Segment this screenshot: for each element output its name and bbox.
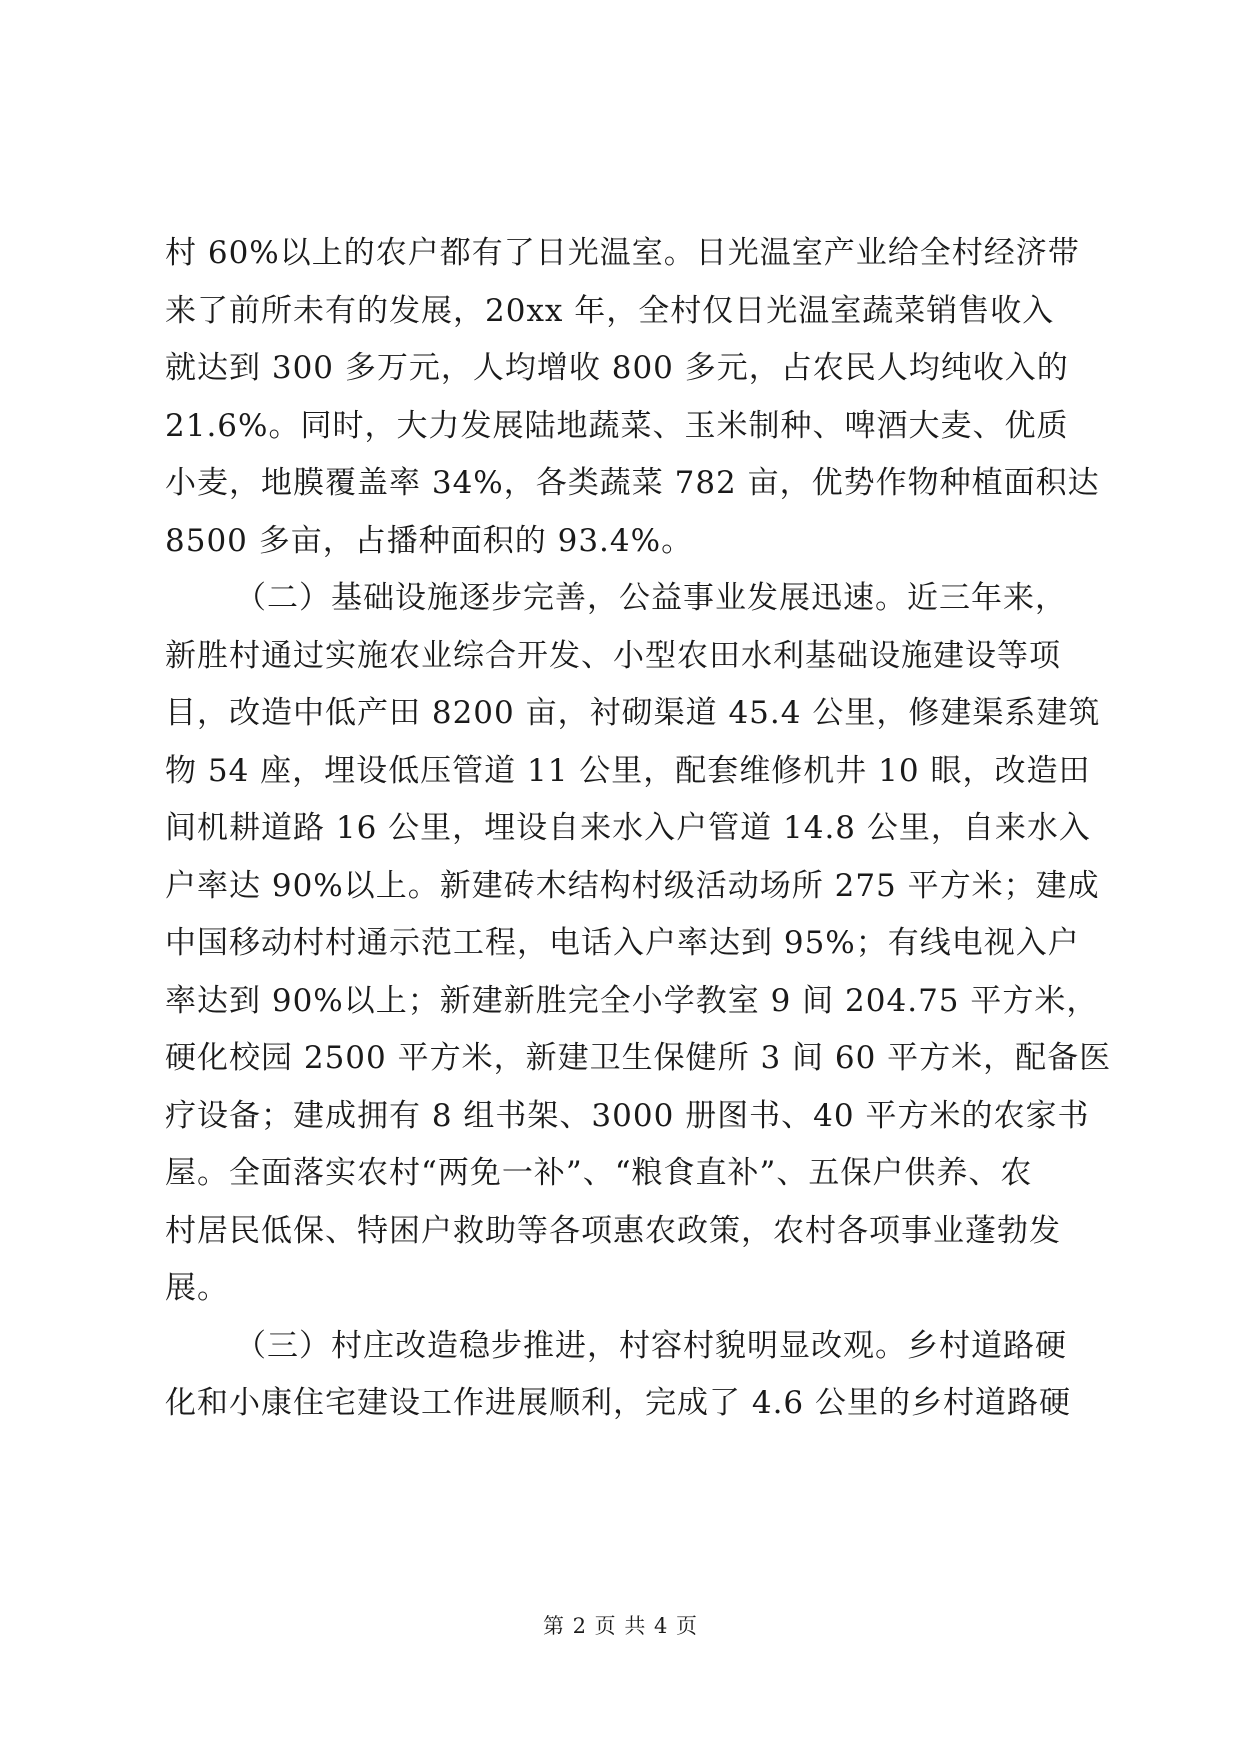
text-line: 率达到 90%以上；新建新胜完全小学教室 9 间 204.75 平方米， (165, 982, 1099, 1019)
text-line: 来了前所未有的发展，20xx 年，全村仅日光温室蔬菜销售收入 (165, 292, 1055, 329)
text-line: 21.6%。同时，大力发展陆地蔬菜、玉米制种、啤酒大麦、优质 (165, 407, 1069, 444)
text-line: 村 60%以上的农户都有了日光温室。日光温室产业给全村经济带 (165, 235, 1080, 271)
text-line: 物 54 座，埋设低压管道 11 公里，配套维修机井 10 眼，改造田 (165, 752, 1091, 789)
text-line: 村居民低保、特困户救助等各项惠农政策，农村各项事业蓬勃发 (165, 1212, 1061, 1249)
text-line: 间机耕道路 16 公里，埋设自来水入户管道 14.8 公里，自来水入 (165, 810, 1091, 846)
text-line: 小麦，地膜覆盖率 34%，各类蔬菜 782 亩，优势作物种植面积达 (165, 465, 1100, 501)
text-line: 屋。全面落实农村“两免一补”、“粮食直补”、五保户供养、农 (165, 1155, 1033, 1191)
text-line: 硬化校园 2500 平方米，新建卫生保健所 3 间 60 平方米，配备医 (165, 1040, 1112, 1076)
page-footer: 第 2 页 共 4 页 (542, 1614, 699, 1638)
text-line: 8500 多亩，占播种面积的 93.4%。 (165, 522, 694, 559)
section-three-heading-line: （三）村庄改造稳步推进，村容村貌明显改观。乡村道路硬 (235, 1327, 1067, 1364)
text-line: 疗设备；建成拥有 8 组书架、3000 册图书、40 平方米的农家书 (165, 1097, 1090, 1134)
text-line: 中国移动村村通示范工程，电话入户率达到 95%；有线电视入户 (165, 925, 1080, 961)
section-two-heading-line: （二）基础设施逐步完善，公益事业发展迅速。近三年来， (235, 580, 1067, 616)
body-text (165, 225, 1112, 1433)
text-line: 户率达 90%以上。新建砖木结构村级活动场所 275 平方米；建成 (165, 867, 1100, 904)
text-line: 就达到 300 多万元，人均增收 800 多元，占农民人均纯收入的 (165, 350, 1069, 386)
text-line: 展。 (165, 1270, 229, 1306)
text-line: 目，改造中低产田 8200 亩，衬砌渠道 45.4 公里，修建渠系建筑 (165, 695, 1101, 731)
text-line: 新胜村通过实施农业综合开发、小型农田水利基础设施建设等项 (165, 637, 1061, 674)
text-line: 化和小康住宅建设工作进展顺利，完成了 4.6 公里的乡村道路硬 (165, 1385, 1072, 1421)
